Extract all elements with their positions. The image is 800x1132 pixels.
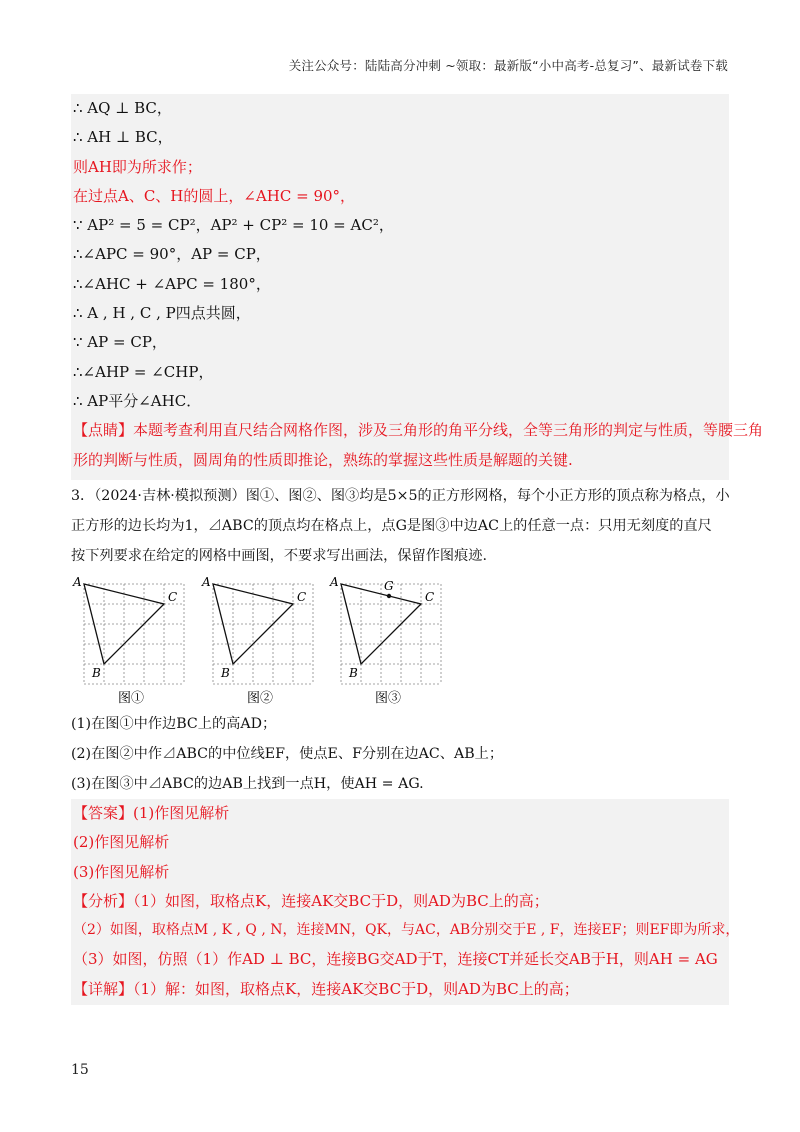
answer-block — [71, 799, 740, 1005]
proof-line: ∴∠AHC + ∠APC = 180°， — [73, 274, 271, 293]
point-g — [387, 594, 391, 598]
proof-line: ∴ AQ ⊥ BC， — [73, 99, 172, 117]
proof-line: ∴ AP平分∠AHC． — [73, 391, 202, 410]
analysis-line: （2）如图，取格点M , K , Q , N，连接MN，QK，与AC，AB分别交于E , F，连接EF；则EF即为所求， — [73, 922, 740, 939]
label-c: C — [168, 590, 178, 604]
proof-line: ∴ A , H , C , P四点共圆， — [73, 304, 251, 323]
question-2: (2)在图②中作⊿ABC的中位线EF，使点E、F分别在边AC、AB上； — [71, 746, 504, 762]
questions — [71, 709, 731, 799]
comment-text-1: 本题考查利用直尺结合网格作图，涉及三角形的角平分线，全等三角形的判定与性质，等腰三角 — [133, 421, 764, 440]
problem-line: 按下列要求在给定的网格中画图，不要求写出画法，保留作图痕迹. — [71, 548, 487, 564]
analysis-line: 【分析】（1）如图，取格点K，连接AK交BC于D，则AD为BC上的高； — [73, 891, 549, 910]
proof-line: 在过点A、C、H的圆上，∠AHC = 90°， — [73, 186, 356, 205]
problem-line: 3．（2024·吉林·模拟预测）图①、图②、图③均是5×5的正方形网格，每个小正方形的顶点称为格点，小 — [71, 488, 730, 504]
figure-1 — [72, 575, 184, 706]
label-c: C — [425, 590, 435, 604]
detail-line: 【详解】（1）解：如图，取格点K，连接AK交BC于D，则AD为BC上的高； — [73, 979, 579, 998]
label-b: B — [221, 666, 230, 680]
label-b: B — [349, 666, 358, 680]
page-header: 关注公众号：陆陆高分冲刺 ~领取：最新版“小中高考-总复习”、最新试卷下载 — [288, 58, 728, 73]
analysis-line: （3）如图，仿照（1）作AD ⊥ BC，连接BG交AD于T，连接CT并延长交AB于H，则AH = AG — [73, 950, 718, 969]
proof-block — [71, 94, 764, 480]
problem-line: 正方形的边长均为1，⊿ABC的顶点均在格点上，点G是图③中边AC上的任意一点：只用无刻度的直尺 — [71, 518, 712, 534]
grid-figures — [71, 574, 471, 708]
proof-line: ∴ AH ⊥ BC， — [73, 128, 173, 147]
caption-3: 图③ — [375, 691, 402, 706]
label-a: A — [73, 575, 82, 589]
figure-3 — [329, 575, 441, 706]
question-1: (1)在图①中作边BC上的高AD； — [71, 716, 277, 732]
label-c: C — [297, 590, 307, 604]
comment-tag: 【点睛】 — [73, 421, 134, 440]
caption-1: 图① — [118, 691, 145, 706]
proof-line: ∴∠AHP = ∠CHP， — [73, 362, 214, 381]
label-a: A — [330, 575, 339, 589]
page-number: 15 — [71, 1062, 89, 1078]
proof-line: ∵ AP² = 5 = CP²，AP² + CP² = 10 = AC²， — [73, 216, 394, 235]
question-3: (3)在图③中⊿ABC的边AB上找到一点H，使AH = AG. — [71, 776, 424, 792]
answer-line: (2)作图见解析 — [73, 833, 170, 852]
label-b: B — [92, 666, 101, 680]
comment-line-1 — [71, 416, 764, 445]
problem-statement — [71, 481, 731, 571]
label-g: G — [384, 579, 394, 593]
proof-line: 则AH即为所求作； — [73, 157, 202, 176]
figure-2 — [201, 575, 313, 706]
proof-line: ∴∠APC = 90°，AP = CP， — [73, 245, 271, 264]
answer-line: 【答案】(1)作图见解析 — [73, 804, 230, 822]
comment-line-2: 形的判断与性质，圆周角的性质即推论，熟练的掌握这些性质是解题的关键. — [73, 450, 573, 469]
label-a: A — [202, 575, 211, 589]
caption-2: 图② — [247, 691, 274, 706]
proof-line: ∵ AP = CP， — [73, 333, 167, 352]
answer-line: (3)作图见解析 — [73, 862, 170, 881]
